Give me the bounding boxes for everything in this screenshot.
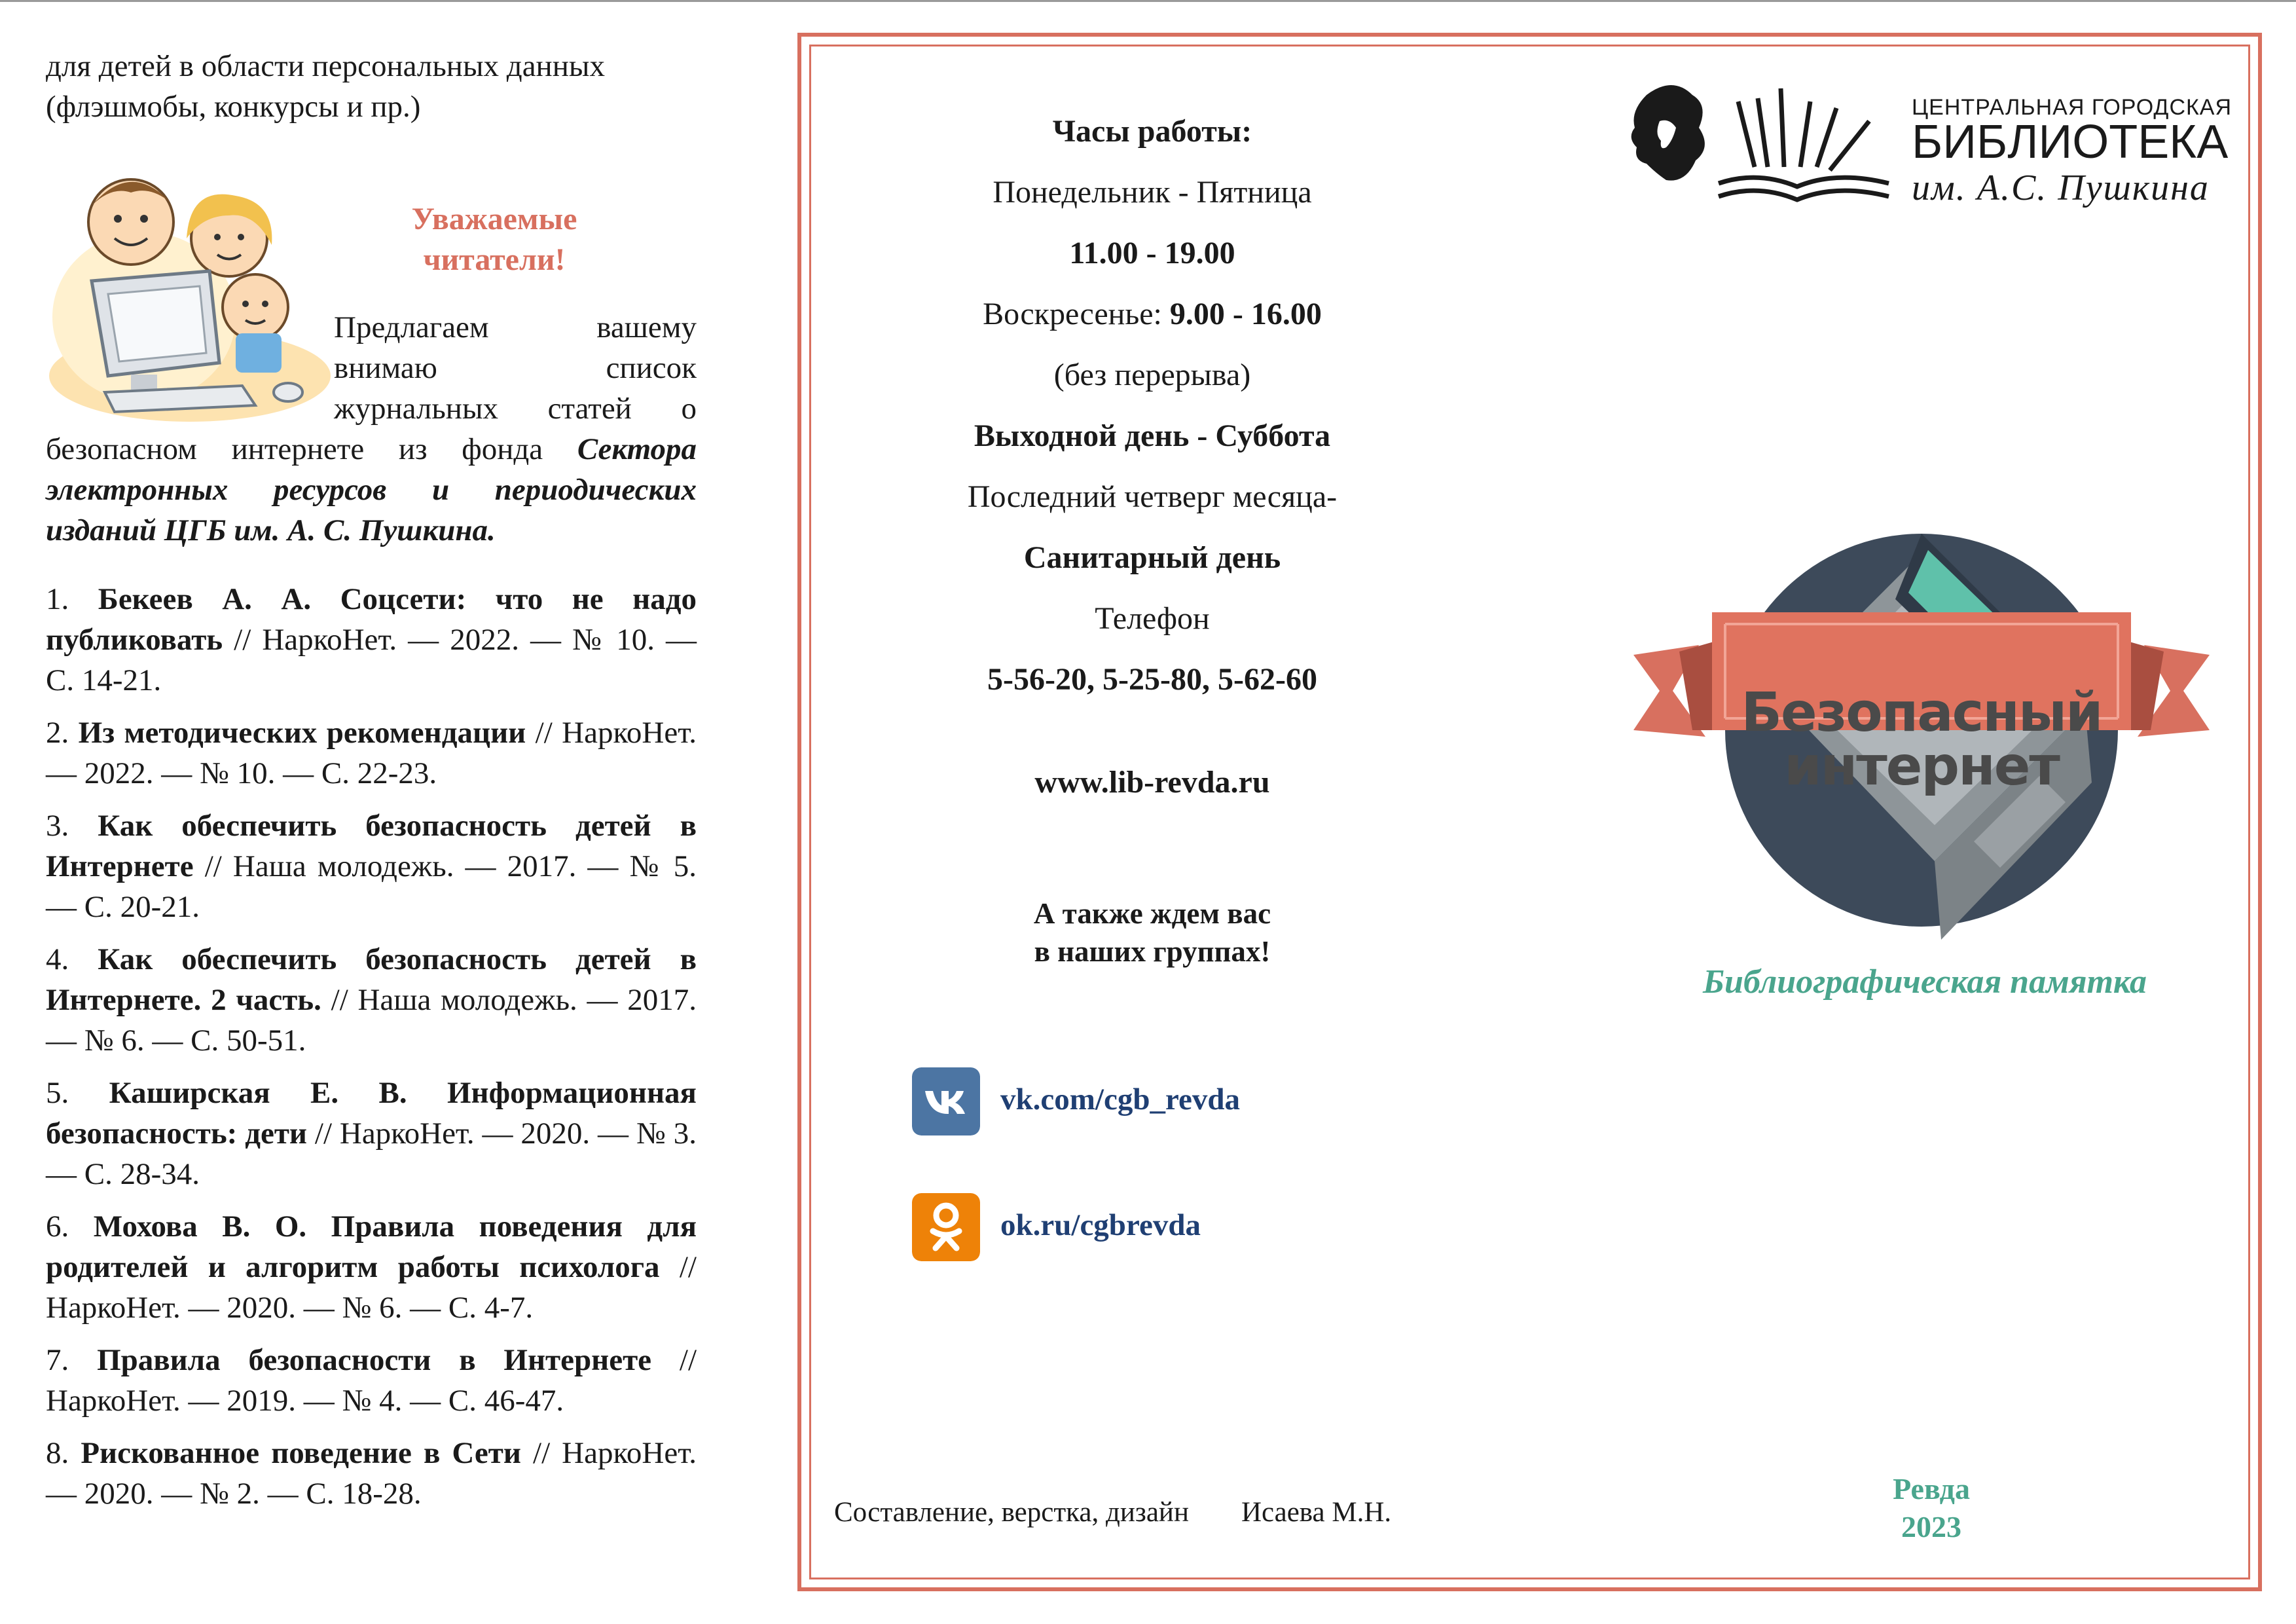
contact-panel: [890, 111, 1414, 991]
city-year: [1833, 1470, 2030, 1546]
sunday-label: Воскресенье:: [983, 297, 1170, 331]
credits-label: Составление, верстка, дизайн: [834, 1497, 1189, 1528]
sanitary-day: Санитарный день: [1023, 540, 1281, 575]
reference-list: [46, 579, 697, 1514]
greeting-line-1: Уважаемые: [411, 202, 577, 236]
list-item: 6. Мохова В. О. Правила поведения для родителей и алгоритм работы психолога // НаркоНет. — 2020. — № 6. — С. 4-7.: [46, 1209, 697, 1325]
list-item: 5. Каширская Е. В. Информационная безопасность: дети // НаркоНет. — 2020. — № 3. — С. 28-34.: [46, 1076, 697, 1191]
greeting-line-2: читатели!: [423, 242, 566, 277]
list-item: 8. Рискованное поведение в Сети // НаркоНет. — 2020. — № 2. — С. 18-28.: [46, 1436, 697, 1511]
ok-link-row[interactable]: [912, 1193, 1305, 1265]
vk-link[interactable]: vk.com/cgb_revda: [1000, 1082, 1240, 1116]
offer-source: Сектора электронных ресурсов и периодических изданий ЦГБ им. А. С. Пушкина.: [46, 432, 697, 547]
weekday-hours: 11.00 - 19.00: [1069, 236, 1235, 270]
logo-line-1: ЦЕНТРАЛЬНАЯ ГОРОДСКАЯ: [1912, 95, 2232, 120]
credits: [834, 1496, 1391, 1528]
top-divider: [0, 0, 2296, 2]
list-item: 2. Из методических рекомендации // НаркоНет. — 2022. — № 10. — С. 22-23.: [46, 716, 697, 790]
list-item: 1. Бекеев А. А. Соцсети: что не надо публиковать // НаркоНет. — 2022. — № 10. — С. 14-21.: [46, 582, 697, 697]
badge-title: [1715, 682, 2128, 798]
logo-line-2: БИБЛИОТЕКА: [1912, 116, 2229, 168]
phone-numbers: 5-56-20, 5-25-80, 5-62-60: [987, 662, 1317, 697]
phone-label: Телефон: [1095, 601, 1210, 636]
ok-icon: [912, 1193, 980, 1261]
left-panel: [46, 46, 697, 1526]
vk-icon: [912, 1067, 980, 1135]
list-item: 7. Правила безопасности в Интернете // НаркоНет. — 2019. — № 4. — С. 46-47.: [46, 1343, 697, 1418]
intro-text: для детей в области персональных данных (флэшмобы, конкурсы и пр.): [46, 49, 605, 124]
badge-line-2: интернет: [1784, 735, 2059, 798]
groups-invite: А также ждем вас в наших группах!: [1033, 897, 1271, 968]
last-thursday: Последний четверг месяца-: [967, 479, 1338, 514]
credits-name: Исаева М.Н.: [1241, 1497, 1392, 1528]
open-book-icon: [1719, 88, 1889, 200]
hours-title: Часы работы:: [1052, 114, 1252, 149]
offer-paragraph: [46, 307, 697, 551]
vk-link-row[interactable]: [912, 1067, 1305, 1139]
greeting-block: [46, 166, 697, 579]
pushkin-portrait-icon: [1620, 75, 1902, 206]
logo-line-3: им. А.С. Пушкина: [1912, 168, 2210, 208]
offer-text: Предлагаем вашему внимаю список журнальных статей о безопасном интернете из фонда: [46, 310, 697, 466]
day-off: Выходной день - Суббота: [974, 418, 1331, 453]
ok-link[interactable]: ok.ru/cgbrevda: [1000, 1208, 1201, 1242]
badge-line-1: Безопасный: [1741, 682, 2102, 744]
list-item: 3. Как обеспечить безопасность детей в Интернете // Наша молодежь. — 2017. — № 5. — С. 20-21.: [46, 809, 697, 924]
weekdays: Понедельник - Пятница: [993, 175, 1312, 210]
no-break: (без перерыва): [1053, 358, 1251, 392]
website-link[interactable]: www.lib-revda.ru: [1034, 765, 1270, 800]
sunday-row: [890, 294, 1414, 335]
list-item: 4. Как обеспечить безопасность детей в Интернете. 2 часть. // Наша молодежь. — 2017. — № 6. — С. 50-51.: [46, 942, 697, 1058]
sunday-hours: 9.00 - 16.00: [1169, 297, 1322, 331]
subtitle: Библиографическая памятка: [1702, 963, 2147, 1001]
greeting: [347, 199, 642, 280]
library-logo: [1620, 75, 2232, 208]
city: Ревда: [1893, 1472, 1970, 1505]
year: 2023: [1901, 1510, 1961, 1543]
